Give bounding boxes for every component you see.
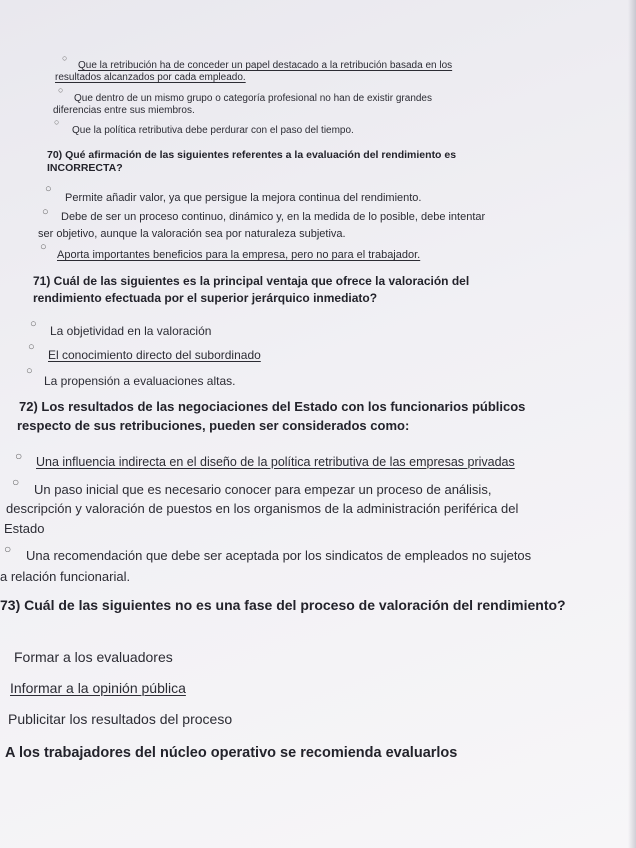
question-73-title: 73) Cuál de las siguientes no es una fase del proceso de valoración del rendimiento?	[0, 597, 566, 613]
question-71-title-cont: rendimiento efectuada por el superior jerárquico inmediato?	[33, 291, 378, 305]
q73-option-4[interactable]: A los trabajadores del núcleo operativo se recomienda evaluarlos	[5, 745, 458, 761]
q70-option-3: Aporta importantes beneficios para la empresa, pero no para el trabajador.	[57, 249, 421, 261]
q72-option-2-line3: Estado	[4, 521, 45, 536]
option-top-1-line2: resultados alcanzados por cada empleado.	[55, 72, 246, 83]
radio-q70-option-1[interactable]: ○	[45, 183, 52, 195]
question-70-title-cont: INCORRECTA?	[47, 162, 123, 174]
option-top-3-line1: Que la política retributiva debe perdurar con el paso del tiempo.	[72, 125, 354, 136]
radio-q72-option-3[interactable]: ○	[4, 542, 12, 556]
radio-q70-option-3[interactable]: ○	[40, 241, 47, 253]
q72-option-1: Una influencia indirecta en el diseño de la política retributiva de las empresas privadas	[36, 455, 515, 469]
question-72-title: 72) Los resultados de las negociaciones del Estado con los funcionarios públicos	[19, 399, 526, 414]
q73-option-2[interactable]: Informar a la opinión pública	[10, 680, 186, 696]
q71-option-3: La propensión a evaluaciones altas.	[44, 374, 236, 388]
radio-q71-option-3[interactable]: ○	[26, 365, 33, 377]
option-top-2-line1: Que dentro de un mismo grupo o categoría profesional no han de existir grandes	[74, 93, 432, 104]
radio-option-top-1[interactable]: ○	[62, 53, 68, 63]
radio-q71-option-1[interactable]: ○	[30, 318, 37, 330]
radio-q71-option-2[interactable]: ○	[28, 341, 35, 353]
q70-option-1: Permite añadir valor, ya que persigue la mejora continua del rendimiento.	[65, 192, 422, 204]
radio-option-top-3[interactable]: ○	[54, 117, 60, 127]
radio-q72-option-2[interactable]: ○	[12, 475, 20, 489]
q72-option-2-line2: descripción y valoración de puestos en los organismos de la administración periférica del	[6, 501, 519, 516]
question-70-title: 70) Qué afirmación de las siguientes referentes a la evaluación del rendimiento es	[47, 149, 457, 161]
radio-q70-option-2[interactable]: ○	[42, 206, 49, 218]
option-top-1-line1: Que la retribución ha de conceder un papel destacado a la retribución basada en los	[78, 60, 453, 71]
q71-option-2: El conocimiento directo del subordinado	[48, 348, 261, 362]
q70-option-2-line2: ser objetivo, aunque la valoración sea por naturaleza subjetiva.	[38, 228, 346, 240]
q71-option-1: La objetividad en la valoración	[50, 324, 212, 338]
question-71-title: 71) Cuál de las siguientes es la principal ventaja que ofrece la valoración del	[33, 274, 470, 288]
q72-option-3-line2: a relación funcionarial.	[0, 569, 131, 584]
page-edge-shadow	[628, 0, 636, 848]
q73-option-3[interactable]: Publicitar los resultados del proceso	[8, 711, 233, 727]
q72-option-3-line1: Una recomendación que debe ser aceptada por los sindicatos de empleados no sujetos	[26, 548, 532, 563]
option-top-2-line2: diferencias entre sus miembros.	[53, 105, 195, 116]
q70-option-2-line1: Debe de ser un proceso continuo, dinámico y, en la medida de lo posible, debe intentar	[61, 211, 486, 223]
question-72-title-cont: respecto de sus retribuciones, pueden ser considerados como:	[17, 418, 410, 433]
q72-option-2-line1: Un paso inicial que es necesario conocer para empezar un proceso de análisis,	[34, 482, 492, 497]
q73-option-1[interactable]: Formar a los evaluadores	[14, 649, 173, 665]
radio-option-top-2[interactable]: ○	[58, 85, 64, 95]
radio-q72-option-1[interactable]: ○	[15, 449, 23, 463]
